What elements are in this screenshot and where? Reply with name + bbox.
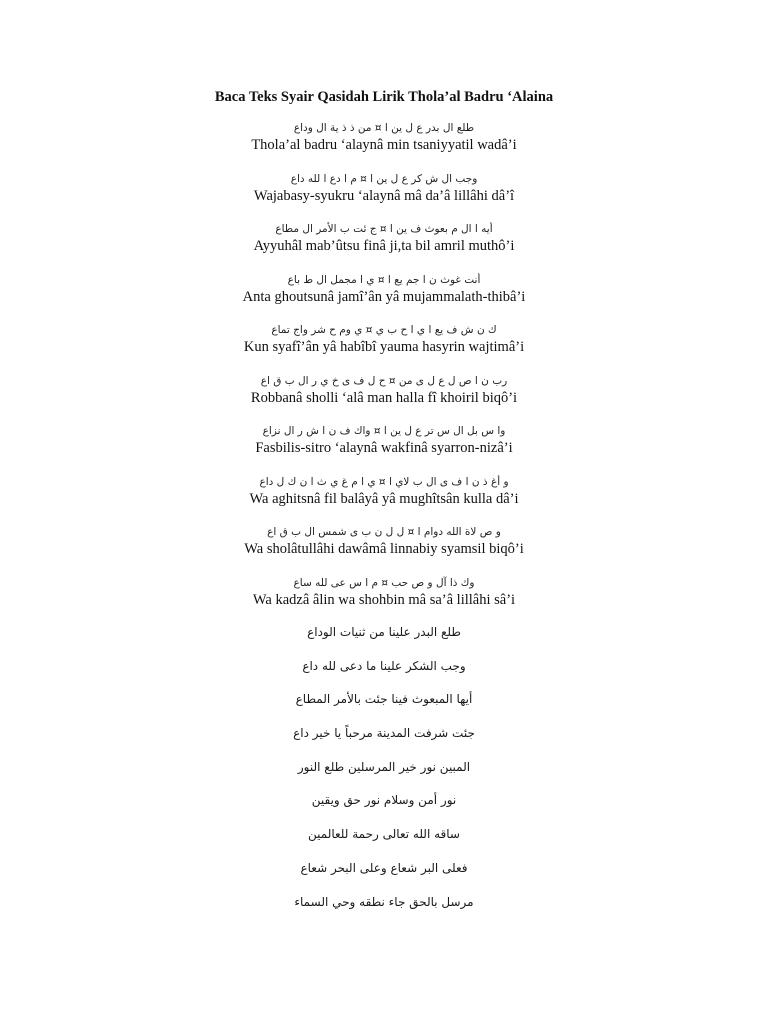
arabic-line: طلع البدر علينا من ثنيات الوداع bbox=[307, 625, 461, 639]
arabic-line: جئت شرفت المدينة مرحباً يا خير داع bbox=[293, 726, 475, 741]
verse-transliteration: Thola’al badru ‘alaynâ min tsaniyyatil wadâ’i bbox=[251, 137, 517, 153]
verse bbox=[0, 222, 768, 273]
verse-arabic: وك ذا آل و ص حب ¤ م ا س عى لله ساع bbox=[293, 576, 475, 589]
document-title: Baca Teks Syair Qasidah Lirik Thola’al Badru ‘Alaina bbox=[214, 89, 554, 105]
verse-arabic: و ص لاة الله دوام ا ¤ ل ل ن ب ى شمس ال ب ق اع bbox=[267, 526, 501, 538]
verse-arabic: رب ن ا ص ل ع ل ى من ¤ ح ل ف ى خ ي ر ال ب ق اع bbox=[260, 374, 508, 387]
arabic-line: فعلى البر شعاع وعلى البحر شعاع bbox=[300, 860, 468, 875]
verse bbox=[0, 172, 768, 223]
verse-transliteration: Wajabasy-syukru ‘alaynâ mâ da’â lillâhi dâ’î bbox=[253, 187, 515, 204]
verse-transliteration: Anta ghoutsunâ jamî’ân yâ mujammalath-thibâ’i bbox=[242, 288, 526, 305]
verse-arabic: وا س بل ال س تر ع ل ين ا ¤ واك ف ن ا ش ر ال نزاع bbox=[262, 425, 506, 437]
verse-arabic: و أغ ذ ن ا ف ى ال ب لاي ا ¤ ي ا م غ ي ث ا ن ك ل داع bbox=[259, 475, 509, 488]
verse-transliteration: Wa kadzâ âlin wa shohbin mâ sa’â lillâhi sâ’i bbox=[252, 591, 516, 608]
verse-arabic: أنت غوث ن ا جم يع ا ¤ ي ا مجمل ال ط باع bbox=[287, 273, 481, 286]
arabic-line: ساقه الله تعالى رحمة للعالمين bbox=[308, 827, 460, 842]
verse-transliteration: Wa sholâtullâhi dawâmâ linnabiy syamsil biqô’i bbox=[244, 541, 524, 557]
verse-arabic: طلع ال بدر ع ل ين ا ¤ من ذ ذ ية ال وداع bbox=[293, 122, 475, 134]
verse-transliteration: Robbanâ sholli ‘alâ man halla fî khoiril biqô’i bbox=[250, 389, 518, 406]
arabic-line: وجب الشكر علينا ما دعى لله داع bbox=[302, 658, 466, 673]
verse bbox=[0, 525, 768, 576]
verse-arabic: ك ن ش ف يع ا ي ا ح ب ي ¤ ي وم ح شر واج تماع bbox=[271, 324, 497, 336]
verse-arabic: وجب ال ش كر ع ل ين ا ¤ م ا دع ا لله داع bbox=[290, 172, 478, 185]
verse-transliteration: Kun syafî’ân yâ habîbî yauma hasyrin wajtimâ’i bbox=[243, 339, 525, 355]
verse-transliteration: Ayyuhâl mab’ûtsu finâ ji,ta bil amril muthô’i bbox=[253, 238, 515, 254]
verse bbox=[0, 323, 768, 374]
verse bbox=[0, 121, 768, 172]
verse bbox=[0, 576, 768, 627]
arabic-line: أيها المبعوث فينا جئت بالأمر المطاع bbox=[295, 692, 473, 707]
arabic-line: مرسل بالحق جاء نطقه وحي السماء bbox=[294, 894, 474, 909]
verse-transliteration: Fasbilis-sitro ‘alaynâ wakfinâ syarron-nizâ’i bbox=[255, 440, 513, 456]
verse-transliteration: Wa aghitsnâ fil balâyâ yâ mughîtsân kulla dâ’i bbox=[249, 490, 519, 507]
verse bbox=[0, 475, 768, 526]
arabic-line: نور أمن وسلام نور حق ويقين bbox=[311, 793, 457, 808]
arabic-verse-list bbox=[0, 622, 768, 925]
arabic-line: المبين نور خير المرسلين طلع النور bbox=[297, 759, 471, 774]
verse bbox=[0, 273, 768, 324]
verse-arabic: أيه ا ال م بعوث ف ين ا ¤ ج ئت ب الأمر ال مطاع bbox=[275, 223, 493, 235]
verse-list bbox=[0, 121, 768, 626]
verse bbox=[0, 374, 768, 425]
verse bbox=[0, 424, 768, 475]
